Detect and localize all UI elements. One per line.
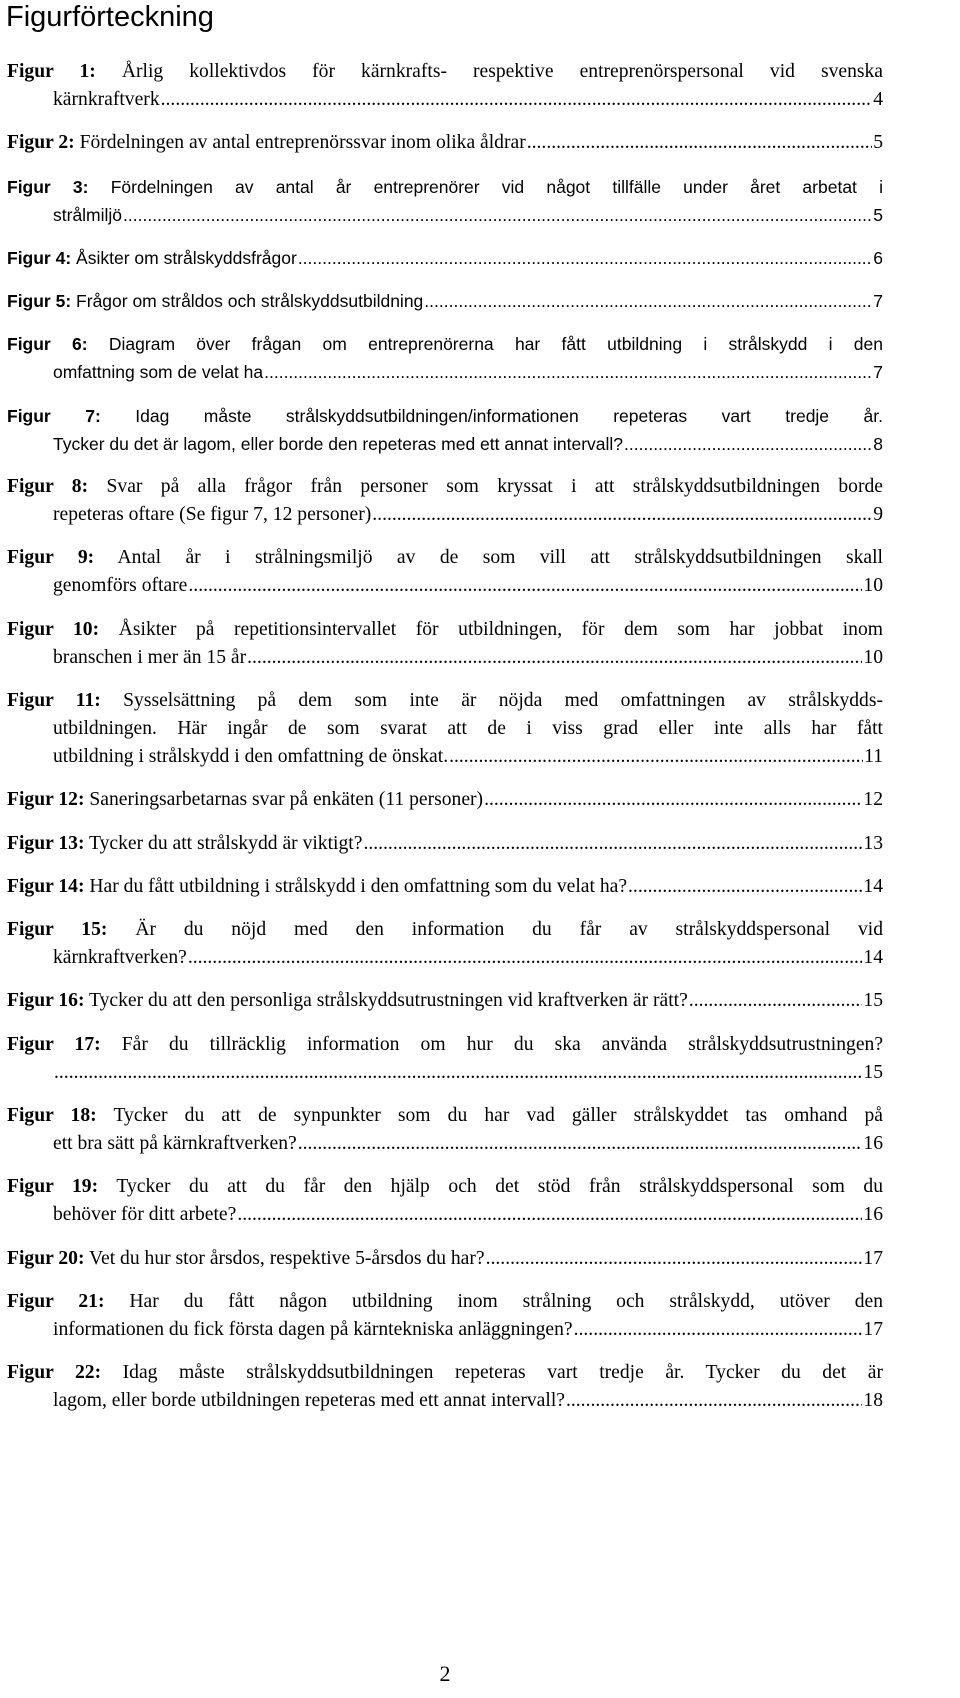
- figure-caption: Tycker du det är lagom, eller borde den repeteras med ett annat intervall?: [53, 433, 624, 454]
- figure-label: Figur 19:: [7, 1176, 99, 1198]
- page-ref: 14: [863, 875, 883, 897]
- figure-label: Figur 5:: [7, 291, 72, 312]
- page-ref: 5: [873, 204, 883, 225]
- figure-caption: kärnkraftverken?: [53, 947, 187, 969]
- figure-label: Figur 14:: [7, 875, 85, 897]
- toc-entry-line: [7, 873, 883, 901]
- figure-label: Figur 18:: [7, 1105, 97, 1127]
- toc-entry-line: [7, 402, 883, 430]
- dot-leader: [188, 572, 862, 600]
- toc-entry[interactable]: [7, 1102, 883, 1158]
- figure-label: Figur 21:: [7, 1290, 105, 1312]
- page-ref: 9: [873, 504, 883, 526]
- toc-entry[interactable]: [7, 287, 883, 315]
- figure-label: Figur 9:: [7, 547, 95, 569]
- toc-entry[interactable]: [7, 473, 883, 529]
- page-ref: 16: [863, 1133, 883, 1155]
- toc-entry-line: [7, 330, 883, 358]
- toc-entry[interactable]: [7, 402, 883, 458]
- dot-leader: [298, 1130, 863, 1158]
- dot-leader: [161, 86, 873, 114]
- toc-entry[interactable]: [7, 244, 883, 272]
- dot-leader: [264, 358, 872, 386]
- figure-label: Figur 12:: [7, 789, 85, 811]
- toc-entry-line: [7, 58, 883, 86]
- page-ref: 7: [873, 291, 883, 312]
- figure-caption: strålmiljö: [53, 204, 123, 225]
- dot-leader: [237, 1201, 862, 1229]
- dot-leader: [424, 287, 872, 315]
- figure-caption: Antal år i strålningsmiljö av de som vill att strålskyddsutbildningen skall: [117, 547, 883, 569]
- figure-label: Figur 7:: [7, 405, 101, 426]
- figure-caption: utbildning i strålskydd i den omfattning de önskat.: [53, 745, 449, 767]
- page-ref: 15: [863, 1061, 883, 1083]
- figure-caption: Har du fått någon utbildning inom strålning och strålskydd, utöver den: [129, 1290, 883, 1312]
- page-number: 2: [439, 1661, 451, 1686]
- dot-leader: [449, 743, 863, 771]
- figure-label: Figur 16:: [7, 990, 85, 1012]
- page-ref: 16: [863, 1204, 883, 1226]
- toc-entry-line: [7, 173, 883, 201]
- figure-label: Figur 6:: [7, 334, 88, 355]
- toc-entry-line: [7, 129, 883, 157]
- figure-caption: Har du fått utbildning i strålskydd i den omfattning som du velat ha?: [89, 875, 628, 897]
- dot-leader: [486, 1245, 863, 1273]
- toc-entry-line: [7, 287, 883, 315]
- figure-label: Figur 11:: [7, 689, 101, 711]
- toc-entry-line: [7, 501, 883, 529]
- figure-caption: Fördelningen av antal år entreprenörer vid något tillfälle under året arbetat i: [110, 176, 883, 197]
- page-ref: 4: [873, 89, 883, 110]
- toc-entry-line: [7, 1387, 883, 1415]
- page-ref: 17: [863, 1247, 883, 1269]
- dot-leader: [566, 1387, 862, 1415]
- toc-entry-line: [7, 1059, 883, 1087]
- dot-leader: [54, 1059, 862, 1087]
- figure-caption: Åsikter om strålskyddsfrågor: [76, 247, 297, 268]
- table-of-figures: [7, 58, 883, 1431]
- figure-label: Figur 4:: [7, 247, 72, 268]
- toc-entry-line: [7, 644, 883, 672]
- figure-caption: Saneringsarbetarnas svar på enkäten (11 personer): [89, 789, 484, 811]
- toc-entry-line: [7, 616, 883, 644]
- toc-entry[interactable]: [7, 1359, 883, 1415]
- toc-entry[interactable]: [7, 129, 883, 157]
- dot-leader: [188, 944, 863, 972]
- figure-label: Figur 17:: [7, 1033, 101, 1055]
- figure-label: Figur 1:: [7, 61, 96, 82]
- toc-entry-line: [7, 1316, 883, 1344]
- toc-entry-line: [7, 830, 883, 858]
- toc-entry-line: [7, 1288, 883, 1316]
- toc-entry[interactable]: [7, 544, 883, 600]
- figure-caption: repeteras oftare (Se figur 7, 12 personer): [53, 504, 372, 526]
- toc-entry-line: [7, 987, 883, 1015]
- dot-leader: [527, 129, 872, 157]
- figure-caption: Fördelningen av antal entreprenörssvar inom olika åldrar: [79, 132, 526, 154]
- figure-label: Figur 15:: [7, 919, 108, 941]
- toc-entry[interactable]: [7, 1031, 883, 1087]
- toc-entry[interactable]: [7, 616, 883, 672]
- page-ref: 13: [863, 832, 883, 854]
- figure-caption: Tycker du att strålskydd är viktigt?: [89, 832, 363, 854]
- page-ref: 8: [873, 433, 883, 454]
- figure-caption: genomförs oftare: [53, 575, 188, 597]
- toc-entry[interactable]: [7, 1173, 883, 1229]
- dot-leader: [298, 244, 872, 272]
- toc-entry-line: [7, 944, 883, 972]
- figure-label: Figur 8:: [7, 476, 89, 498]
- page-ref: 11: [864, 745, 883, 767]
- figure-caption: Årlig kollektivdos för kärnkrafts- respektive entreprenörspersonal vid svenska: [121, 61, 883, 82]
- figure-label: Figur 2:: [7, 132, 75, 154]
- toc-entry[interactable]: [7, 916, 883, 972]
- page-ref: 12: [863, 789, 883, 811]
- toc-entry-line: [7, 743, 883, 771]
- toc-entry-line: [7, 358, 883, 386]
- toc-entry[interactable]: [7, 687, 883, 771]
- toc-entry-line: [7, 1031, 883, 1059]
- figure-caption: Sysselsättning på dem som inte är nöjda med omfattningen av strålskydds-: [123, 689, 883, 711]
- figure-caption: Är du nöjd med den information du får av strålskyddspersonal vid: [135, 919, 883, 941]
- toc-entry-line: [7, 201, 883, 229]
- toc-entry-line: [7, 715, 883, 743]
- toc-entry-line: [7, 687, 883, 715]
- toc-entry-line: [7, 86, 883, 114]
- figure-caption: Idag måste strålskyddsutbildningen repeteras vart tredje år. Tycker du det är: [122, 1362, 883, 1384]
- figure-caption: Diagram över frågan om entreprenörerna har fått utbildning i strålskydd i den: [108, 334, 883, 355]
- dot-leader: [363, 830, 862, 858]
- toc-entry[interactable]: [7, 1288, 883, 1344]
- toc-entry[interactable]: [7, 987, 883, 1015]
- figure-caption: behöver för ditt arbete?: [53, 1204, 237, 1226]
- page-ref: 10: [863, 646, 883, 668]
- toc-entry-line: [7, 1130, 883, 1158]
- toc-entry-line: [7, 430, 883, 458]
- figure-caption: Frågor om stråldos och strålskyddsutbildning: [76, 291, 424, 312]
- figure-caption: kärnkraftverk: [53, 89, 160, 110]
- toc-entry-line: [7, 1173, 883, 1201]
- page-ref: 10: [863, 575, 883, 597]
- page-ref: 15: [863, 990, 883, 1012]
- figure-caption: Vet du hur stor årsdos, respektive 5-årsdos du har?: [89, 1247, 485, 1269]
- toc-entry-line: [7, 1201, 883, 1229]
- figure-caption: Idag måste strålskyddsutbildningen/informationen repeteras vart tredje år.: [135, 405, 883, 426]
- figure-label: Figur 10:: [7, 618, 100, 640]
- page-title: Figurförteckning: [6, 1, 214, 33]
- toc-entry-line: [7, 544, 883, 572]
- dot-leader: [574, 1316, 863, 1344]
- toc-entry-line: [7, 1359, 883, 1387]
- toc-entry[interactable]: [7, 1245, 883, 1273]
- toc-entry-line: [7, 916, 883, 944]
- toc-entry[interactable]: [7, 173, 883, 229]
- figure-label: Figur 20:: [7, 1247, 85, 1269]
- figure-caption: ett bra sätt på kärnkraftverken?: [53, 1133, 297, 1155]
- figure-caption: Får du tillräcklig information om hur du ska använda strålskyddsutrustningen?: [121, 1033, 883, 1055]
- toc-entry[interactable]: [7, 873, 883, 901]
- figure-label: Figur 3:: [7, 176, 89, 197]
- dot-leader: [372, 501, 872, 529]
- figure-caption: Tycker du att de synpunkter som du har vad gäller strålskyddet tas omhand på: [113, 1105, 883, 1127]
- toc-entry[interactable]: [7, 58, 883, 114]
- page-ref: 14: [863, 947, 883, 969]
- toc-entry-line: [7, 244, 883, 272]
- figure-caption: utbildningen. Här ingår de som svarat att de i viss grad eller inte alls har fått: [53, 717, 883, 739]
- figure-caption: branschen i mer än 15 år: [53, 646, 247, 668]
- dot-leader: [247, 644, 862, 672]
- page-ref: 18: [863, 1390, 883, 1412]
- toc-entry[interactable]: [7, 830, 883, 858]
- page-ref: 6: [873, 247, 883, 268]
- figure-caption: Åsikter på repetitionsintervallet för utbildningen, för dem som har jobbat inom: [118, 618, 883, 640]
- figure-caption: Tycker du att du får den hjälp och det stöd från strålskyddspersonal som du: [116, 1176, 883, 1198]
- dot-leader: [123, 201, 872, 229]
- page-ref: 17: [863, 1318, 883, 1340]
- figure-label: Figur 13:: [7, 832, 85, 854]
- figure-caption: informationen du fick första dagen på kärntekniska anläggningen?: [53, 1318, 573, 1340]
- dot-leader: [484, 786, 862, 814]
- page-ref: 5: [873, 132, 883, 154]
- figure-caption: Tycker du att den personliga strålskyddsutrustningen vid kraftverken är rätt?: [89, 990, 688, 1012]
- toc-entry[interactable]: [7, 330, 883, 386]
- page-ref: 7: [873, 362, 883, 383]
- dot-leader: [628, 873, 862, 901]
- toc-entry-line: [7, 1102, 883, 1130]
- toc-entry-line: [7, 572, 883, 600]
- toc-entry-line: [7, 473, 883, 501]
- toc-entry-line: [7, 1245, 883, 1273]
- dot-leader: [689, 987, 863, 1015]
- dot-leader: [624, 430, 872, 458]
- toc-entry[interactable]: [7, 786, 883, 814]
- figure-label: Figur 22:: [7, 1362, 102, 1384]
- figure-caption: Svar på alla frågor från personer som kryssat i att strålskyddsutbildningen borde: [106, 476, 883, 498]
- toc-entry-line: [7, 786, 883, 814]
- figure-caption: lagom, eller borde utbildningen repeteras med ett annat intervall?: [53, 1390, 565, 1412]
- figure-caption: omfattning som de velat ha: [53, 362, 264, 383]
